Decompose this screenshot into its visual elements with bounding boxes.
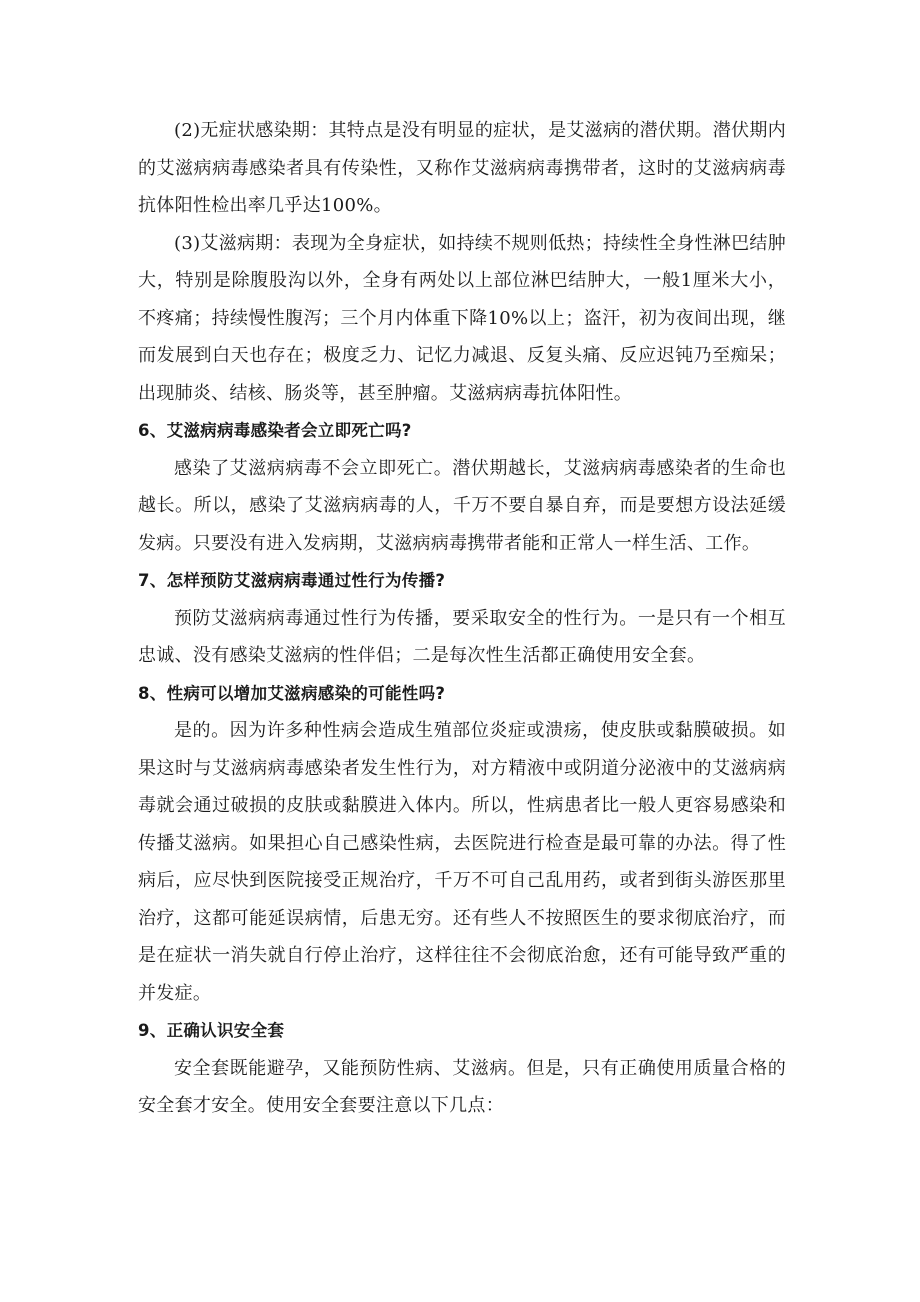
heading-question-9: 9、正确认识安全套 (138, 1021, 285, 1040)
paragraph-answer-9: 安全套既能避孕，又能预防性病、艾滋病。但是，只有正确使用质量合格的安全套才安全。使用安全套要注意以下几点： (138, 1057, 786, 1116)
paragraph-asymptomatic-stage: (2)无症状感染期：其特点是没有明显的症状，是艾滋病的潜伏期。潜伏期内的艾滋病病毒感染者具有传染性，又称作艾滋病病毒携带者，这时的艾滋病病毒抗体阳性检出率几乎达100%。 (138, 120, 786, 216)
paragraph-answer-8: 是的。因为许多种性病会造成生殖部位炎症或溃疡，使皮肤或黏膜破损。如果这时与艾滋病病毒感染者发生性行为，对方精液中或阴道分泌液中的艾滋病病毒就会通过破损的皮肤或黏膜进入体内。所以，性病患者比一般人更容易感染和传播艾滋病。如果担心自己感染性病，去医院进行检查是最可靠的办法。得了性病后，应尽快到医院接受正规治疗，千万不可自己乱用药，或者到街头游医那里治疗，这都可能延误病情，后患无穷。还有些人不按照医生的要求彻底治疗，而是在症状一消失就自行停止治疗，这样往往不会彻底治愈，还有可能导致严重的并发症。 (138, 720, 786, 1004)
heading-question-8: 8、性病可以增加艾滋病感染的可能性吗? (138, 683, 446, 703)
paragraph-answer-7: 预防艾滋病病毒通过性行为传播，要采取安全的性行为。一是只有一个相互忠诚、没有感染艾滋病的性伴侣；二是每次性生活都正确使用安全套。 (138, 607, 786, 666)
paragraph-aids-stage: (3)艾滋病期：表现为全身症状，如持续不规则低热；持续性全身性淋巴结肿大，特别是除腹股沟以外，全身有两处以上部位淋巴结肿大，一般1厘米大小，不疼痛；持续慢性腹泻；三个月内体重下降10%以上；盗汗，初为夜间出现，继而发展到白天也存在；极度乏力、记忆力减退、反复头痛、反应迟钝乃至痴呆；出现肺炎、结核、肠炎等，甚至肿瘤。艾滋病病毒抗体阳性。 (138, 232, 786, 404)
document-body (138, 112, 786, 1125)
heading-question-7: 7、怎样预防艾滋病病毒通过性行为传播? (138, 571, 446, 590)
heading-question-6: 6、艾滋病病毒感染者会立即死亡吗? (138, 421, 412, 440)
paragraph-answer-6: 感染了艾滋病病毒不会立即死亡。潜伏期越长，艾滋病病毒感染者的生命也越长。所以，感染了艾滋病病毒的人，千万不要自暴自弃，而是要想方设法延缓发病。只要没有进入发病期，艾滋病病毒携带者能和正常人一样生活、工作。 (138, 457, 786, 554)
